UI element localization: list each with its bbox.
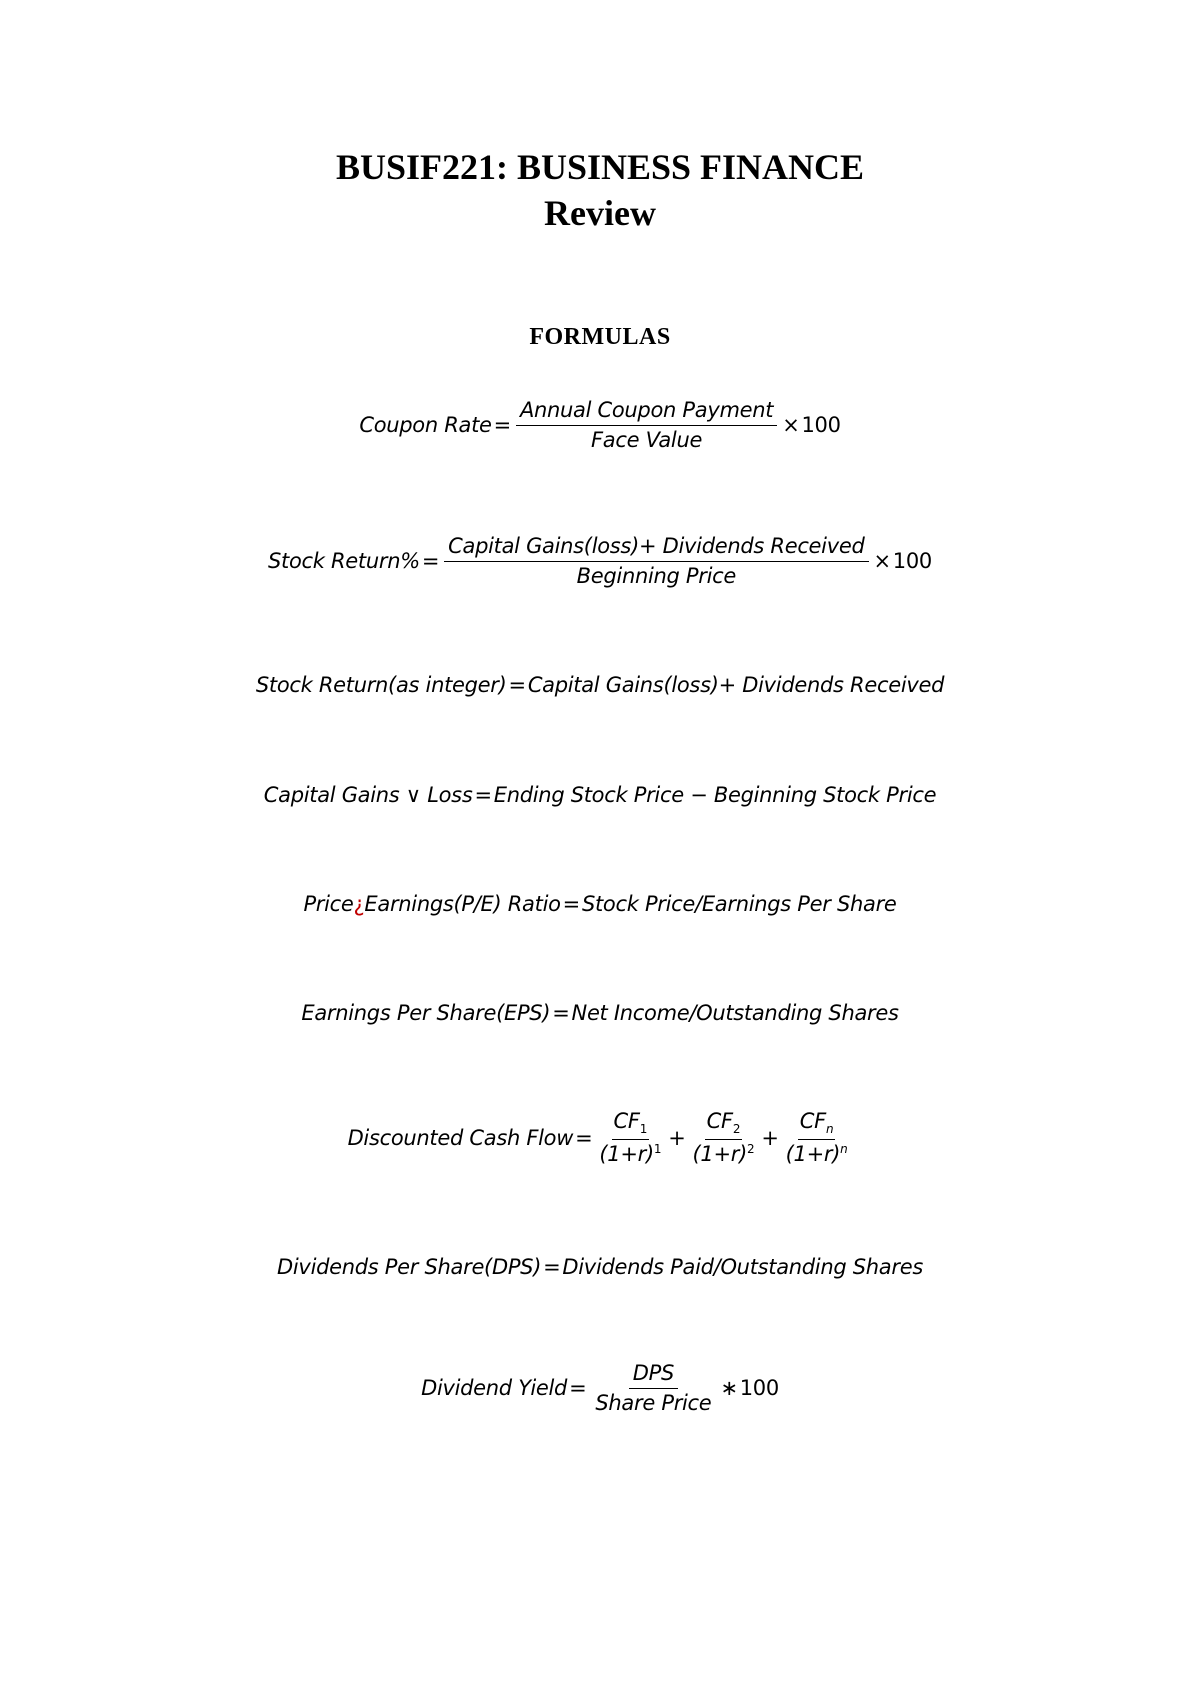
stock-return-int-lhs: Stock Return(as integer) (255, 673, 507, 697)
dcf-term-n-exp: n (840, 1142, 848, 1157)
formula-discounted-cash-flow (0, 1105, 1200, 1171)
stock-return-pct-times: × (873, 549, 891, 573)
dcf-term-1-numerator (612, 1109, 650, 1140)
dps-equals: = (543, 1255, 561, 1279)
pe-ratio-glyph: ¿ (353, 892, 365, 916)
dcf-term-2-exp: 2 (746, 1142, 755, 1157)
dcf-term-2-base: (1+r) (692, 1142, 747, 1167)
dividend-yield-lhs: Dividend Yield (421, 1376, 568, 1400)
coupon-rate-equals: = (493, 413, 511, 437)
coupon-rate-factor: 100 (801, 413, 841, 437)
formulas-heading: FORMULAS (529, 324, 671, 350)
dcf-plus-2: + (761, 1126, 779, 1150)
dcf-term-1-exp: 1 (653, 1142, 662, 1157)
eps-lhs: Earnings Per Share(EPS) (301, 1001, 551, 1025)
eps-rhs: Net Income/Outstanding Shares (571, 1001, 899, 1025)
stock-return-pct-denominator: Beginning Price (576, 563, 737, 588)
stock-return-pct-equals: = (421, 549, 440, 573)
dcf-plus-1: + (668, 1126, 686, 1150)
capital-gains-equals: = (474, 783, 492, 807)
dividend-yield-fraction (591, 1361, 715, 1414)
stock-return-pct-lhs: Stock Return% (268, 549, 420, 573)
formula-stock-return-percent (0, 531, 1200, 591)
dps-rhs: Dividends Paid/Outstanding Shares (562, 1255, 923, 1279)
formula-stock-return-integer (0, 668, 1200, 702)
pe-ratio-lhs-b: Earnings(P/E) Ratio (364, 892, 561, 916)
dcf-term-2-cf: CF (706, 1109, 733, 1134)
formula-dividend-yield (0, 1358, 1200, 1418)
dcf-term-2-denominator (691, 1140, 757, 1166)
stock-return-pct-fraction (444, 534, 868, 587)
dcf-term-n-sub: n (825, 1122, 834, 1137)
formula-dps (0, 1250, 1200, 1284)
formula-capital-gains (0, 778, 1200, 812)
pe-ratio-lhs-a: Price (303, 892, 354, 916)
formula-pe-ratio (0, 887, 1200, 921)
dcf-term-2-numerator (705, 1109, 743, 1140)
stock-return-pct-numerator: Capital Gains(loss)+ Dividends Received (444, 534, 868, 561)
stock-return-int-rhs: Capital Gains(loss)+ Dividends Received (527, 673, 945, 697)
dividend-yield-factor: 100 (739, 1376, 779, 1400)
coupon-rate-times: × (782, 413, 800, 437)
dcf-term-n-cf: CF (799, 1109, 826, 1134)
coupon-rate-numerator: Annual Coupon Payment (516, 398, 777, 425)
document-title: BUSIF221: BUSINESS FINANCE (335, 147, 865, 187)
dividend-yield-equals: = (569, 1376, 587, 1400)
dcf-term-n-denominator (784, 1140, 850, 1166)
capital-gains-rhs: Ending Stock Price − Beginning Stock Price (493, 783, 937, 807)
dividend-yield-numerator: DPS (629, 1361, 678, 1388)
dcf-term-n-base: (1+r) (785, 1142, 841, 1167)
dcf-lhs: Discounted Cash Flow (347, 1126, 574, 1150)
dps-lhs: Dividends Per Share(DPS) (277, 1255, 542, 1279)
pe-ratio-equals: = (562, 892, 580, 916)
document-subtitle: Review (544, 193, 656, 233)
dcf-term-n-numerator (798, 1109, 835, 1140)
stock-return-int-equals: = (508, 673, 526, 697)
dcf-term-1-sub: 1 (639, 1122, 648, 1137)
dcf-term-n (784, 1109, 850, 1166)
formula-eps (0, 996, 1200, 1030)
formula-coupon-rate (0, 395, 1200, 455)
coupon-rate-lhs: Coupon Rate (359, 413, 492, 437)
dcf-term-1 (597, 1109, 663, 1166)
dividend-yield-times: ∗ (720, 1376, 738, 1400)
dcf-term-2-sub: 2 (732, 1122, 741, 1137)
eps-equals: = (552, 1001, 570, 1025)
stock-return-pct-factor: 100 (892, 549, 932, 573)
dividend-yield-denominator: Share Price (595, 1390, 712, 1415)
dcf-term-1-denominator (597, 1140, 663, 1166)
capital-gains-lhs: Capital Gains ∨ Loss (263, 783, 473, 807)
dcf-term-1-cf: CF (613, 1109, 640, 1134)
dcf-term-2 (691, 1109, 757, 1166)
dcf-term-1-base: (1+r) (599, 1142, 654, 1167)
dcf-equals: = (575, 1126, 593, 1150)
coupon-rate-fraction (516, 398, 777, 451)
coupon-rate-denominator: Face Value (591, 427, 703, 452)
pe-ratio-rhs: Stock Price/Earnings Per Share (581, 892, 897, 916)
